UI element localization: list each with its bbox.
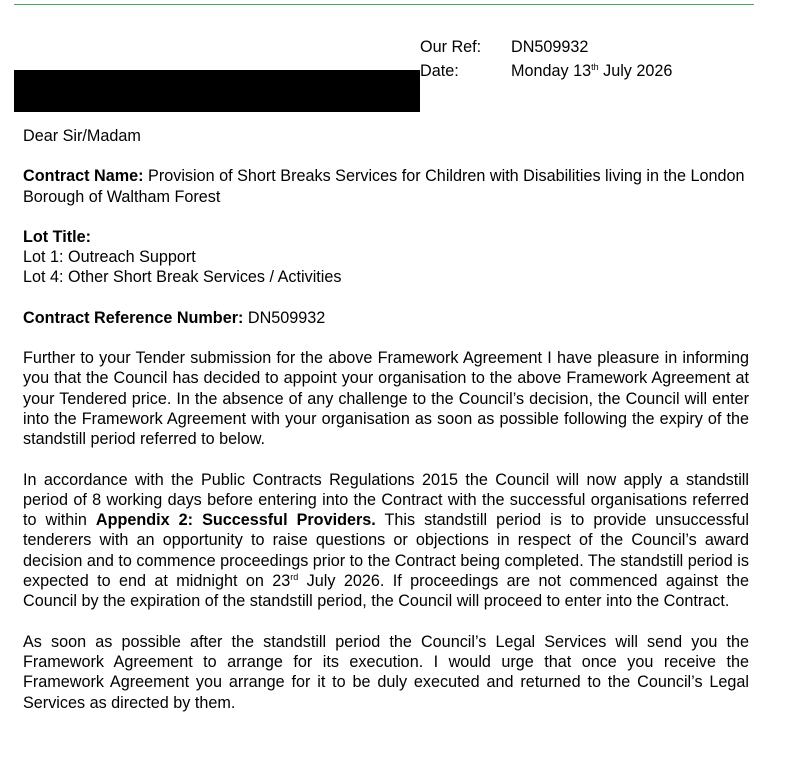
lot-title bbox=[23, 227, 749, 288]
date-value-rest: July 2026 bbox=[598, 62, 673, 80]
lot-item: Lot 4: Other Short Break Services / Activities bbox=[23, 268, 342, 287]
date-label: Date: bbox=[420, 62, 459, 80]
appendix-reference: Appendix 2: Successful Providers. bbox=[95, 511, 376, 530]
contract-ref-label: Contract Reference Number: bbox=[23, 308, 244, 327]
date-value-main: Monday 13 bbox=[511, 62, 592, 80]
date-value-ordinal: th bbox=[591, 62, 599, 72]
standstill-date-ordinal: rd bbox=[290, 572, 299, 583]
contract-name bbox=[23, 166, 749, 207]
date-value bbox=[511, 61, 672, 81]
salutation: Dear Sir/Madam bbox=[23, 127, 141, 145]
header-rule bbox=[14, 4, 754, 5]
redacted-address-block bbox=[14, 70, 420, 112]
lot-item: Lot 1: Outreach Support bbox=[23, 248, 196, 267]
paragraph-appointment: Further to your Tender submission for the above Framework Agreement I have pleasure in informing you that the Council has decided to appoint your organisation to the above Framework Agreement at your Tendered price. In the absence of any challenge to the Council’s decision, the Council will enter into the Framework Agreement with your organisation as soon as possible following the expiry of the standstill period referred to below. bbox=[23, 349, 749, 449]
contract-name-value: Provision of Short Breaks Services for Children with Disabilities living in the London Borough of Waltham Forest bbox=[23, 167, 745, 206]
paragraph-standstill bbox=[23, 470, 749, 612]
our-ref-label: Our Ref: bbox=[420, 38, 482, 56]
letter-body bbox=[23, 126, 749, 733]
standstill-text-3: July 2026. If proceedings are not commenced against the Council by the expiration of the standstill period, the Council will proceed to enter into the Contract. bbox=[23, 572, 749, 611]
standstill-text-1: In accordance with the Public Contracts Regulations 2015 the Council will now apply a standstill period of 8 working days before entering into the Contract with the successful organisations referred to within bbox=[23, 470, 749, 530]
contract-ref-value: DN509932 bbox=[243, 308, 326, 327]
contract-reference bbox=[23, 308, 749, 328]
lot-title-label: Lot Title: bbox=[23, 227, 92, 246]
paragraph-legal-services: As soon as possible after the standstill period the Council’s Legal Services will send you the Framework Agreement to arrange for its execution. I would urge that once you receive the Framework Agreement you arrange for it to be duly executed and returned to the Council’s Legal Services as directed by them. bbox=[23, 632, 749, 712]
our-ref-value: DN509932 bbox=[511, 38, 589, 56]
standstill-text-2: This standstill period is to provide unsuccessful tenderers with an opportunity to raise questions or objections in respect of the Council’s award decision and to commence proceedings prior to the Contract being completed. The standstill period is expected to end at midnight on 23 bbox=[23, 511, 749, 591]
contract-name-label: Contract Name: bbox=[23, 167, 144, 186]
